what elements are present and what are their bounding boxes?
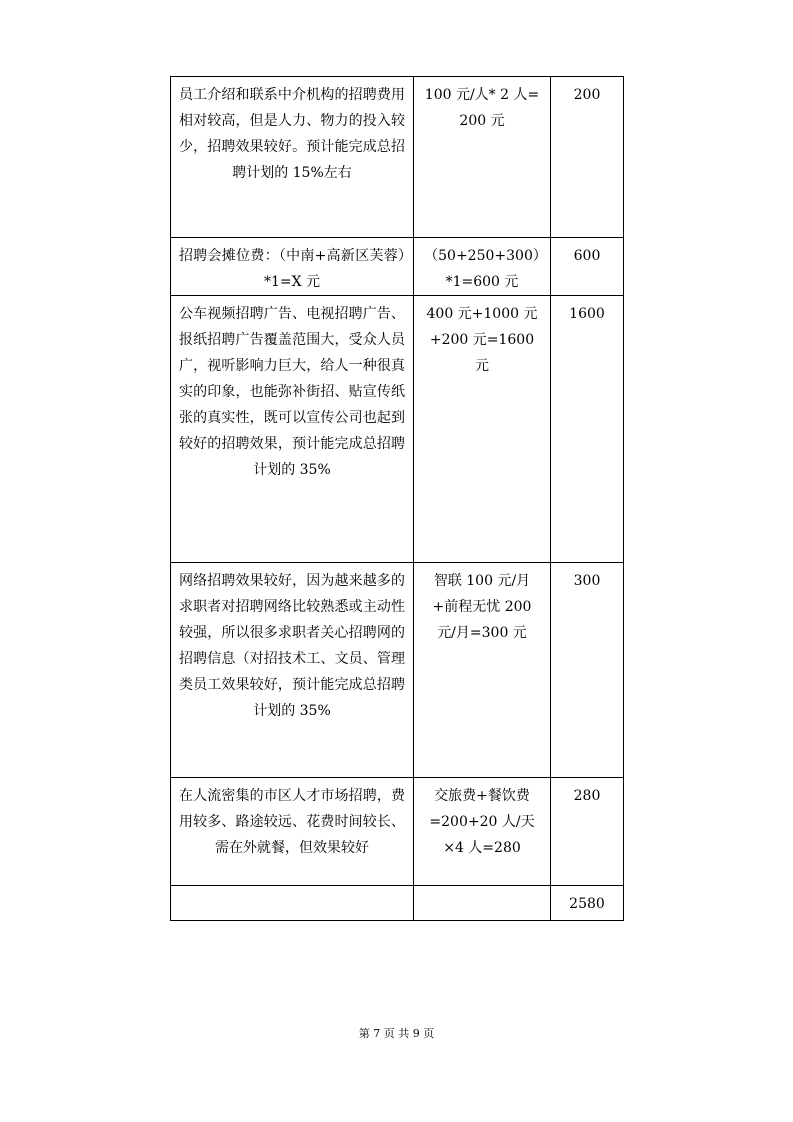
table-row — [171, 77, 624, 238]
description-cell: 招聘会摊位费：（中南+高新区芙蓉）*1=X 元 — [171, 238, 414, 296]
page-footer: 第 7 页 共 9 页 — [358, 1027, 435, 1040]
description-cell: 在人流密集的市区人才市场招聘，费用较多、路途较远、花费时间较长、需在外就餐，但效果较好 — [171, 778, 414, 886]
total-calculation-cell — [414, 886, 551, 921]
calculation-cell: （50+250+300）*1=600 元 — [414, 238, 551, 296]
calculation-cell: 100 元/人* 2 人= 200 元 — [414, 77, 551, 238]
description-cell: 网络招聘效果较好，因为越来越多的求职者对招聘网络比较熟悉或主动性较强，所以很多求职者关心招聘网的招聘信息（对招技术工、文员、管理类员工效果较好，预计能完成总招聘计划的 35% — [171, 563, 414, 778]
amount-cell: 280 — [551, 778, 624, 886]
table-row — [171, 563, 624, 778]
calculation-cell: 交旅费+餐饮费=200+20 人/天×4 人=280 — [414, 778, 551, 886]
total-row — [171, 886, 624, 921]
calculation-cell: 智联 100 元/月+前程无忧 200 元/月=300 元 — [414, 563, 551, 778]
table-row — [171, 778, 624, 886]
amount-cell: 200 — [551, 77, 624, 238]
description-cell: 员工介绍和联系中介机构的招聘费用相对较高，但是人力、物力的投入较少，招聘效果较好。预计能完成总招聘计划的 15%左右 — [171, 77, 414, 238]
total-amount-cell: 2580 — [551, 886, 624, 921]
calculation-cell: 400 元+1000 元+200 元=1600 元 — [414, 296, 551, 563]
table-row — [171, 296, 624, 563]
amount-cell: 1600 — [551, 296, 624, 563]
amount-cell: 300 — [551, 563, 624, 778]
description-cell: 公车视频招聘广告、电视招聘广告、报纸招聘广告覆盖范围大，受众人员广，视听影响力巨大，给人一种很真实的印象，也能弥补街招、贴宣传纸张的真实性，既可以宣传公司也起到较好的招聘效果，预计能完成总招聘计划的 35% — [171, 296, 414, 563]
table-row — [171, 238, 624, 296]
budget-table — [170, 76, 624, 921]
amount-cell: 600 — [551, 238, 624, 296]
total-description-cell — [171, 886, 414, 921]
